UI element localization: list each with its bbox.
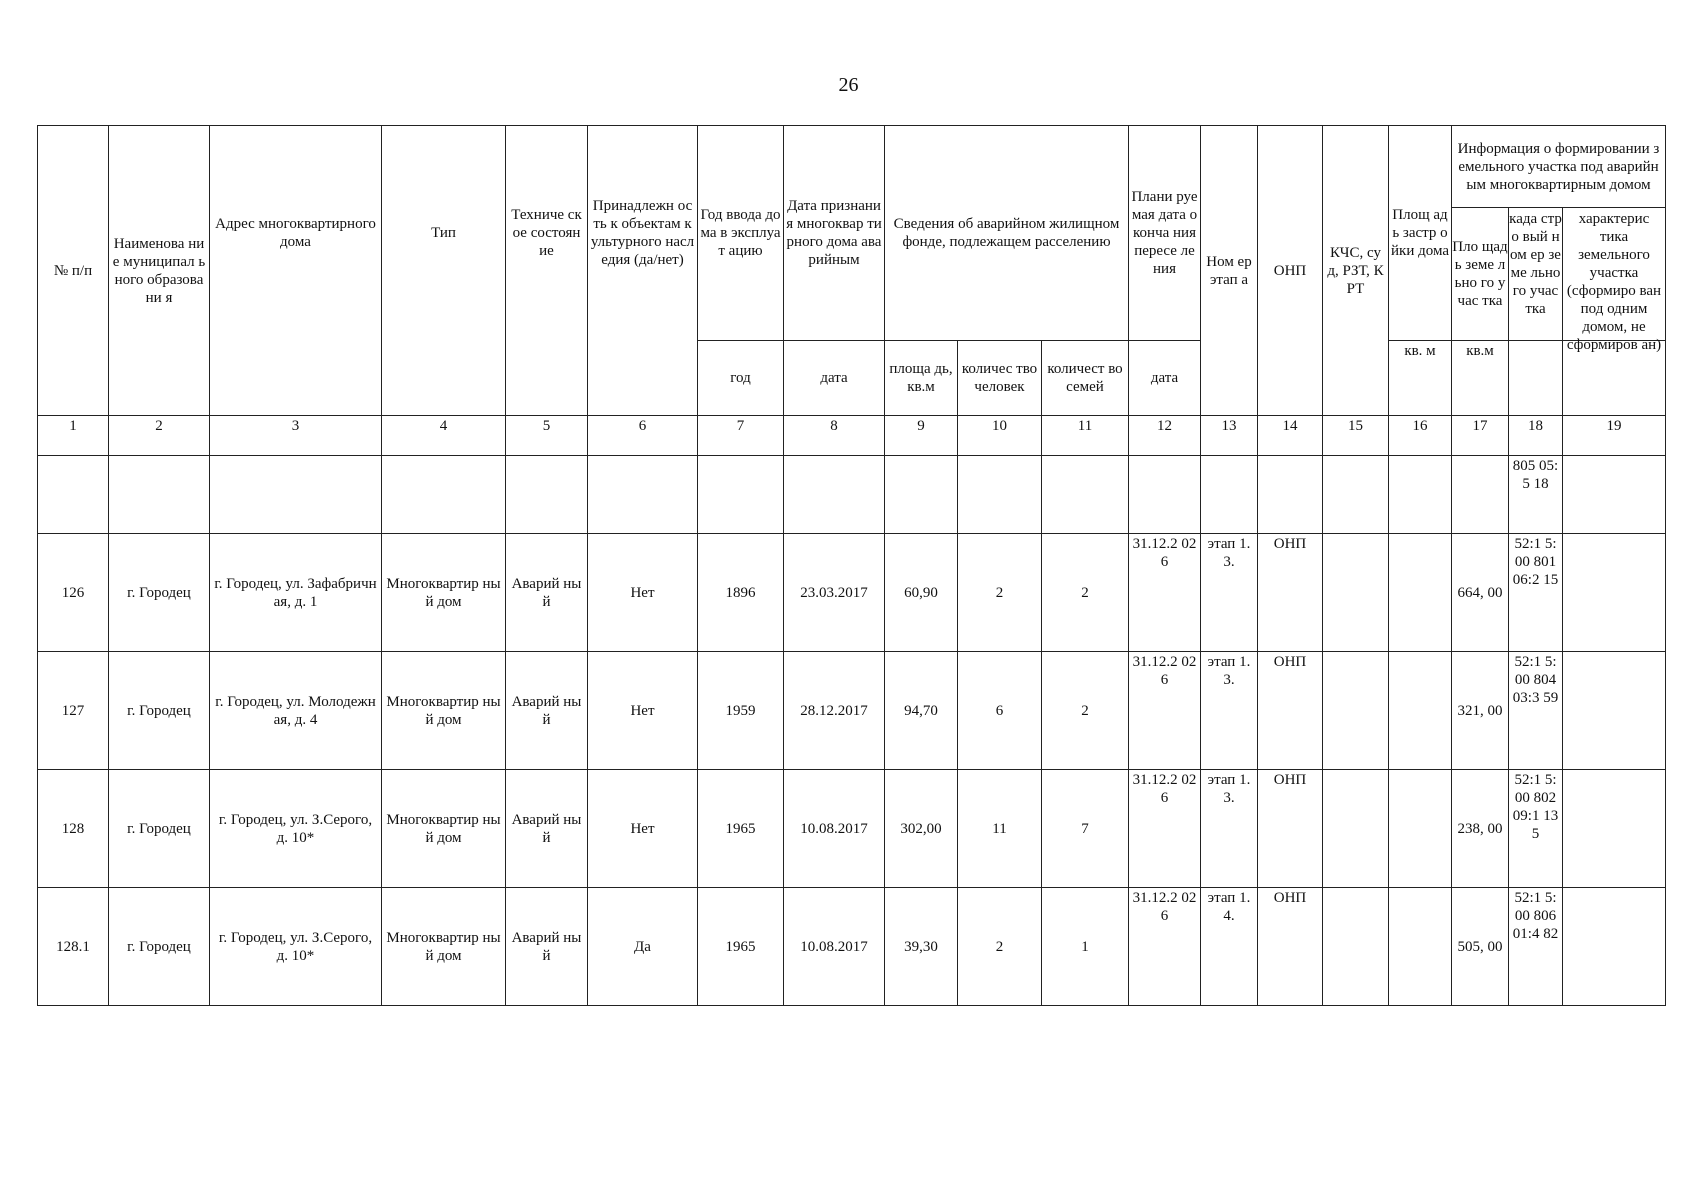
header-land-area: Пло щадь земе льно го учас тка	[1452, 208, 1509, 340]
area-cell: 39,30	[885, 888, 958, 1006]
header-kchs: КЧС, суд, РЗТ, КРТ	[1323, 126, 1389, 416]
families-cell: 2	[1042, 652, 1129, 770]
area-cell: 302,00	[885, 770, 958, 888]
column-number: 2	[109, 416, 210, 456]
heritage-cell: Да	[588, 888, 698, 1006]
date-recognized-cell: 23.03.2017	[784, 534, 885, 652]
column-number-row	[38, 416, 1666, 456]
page-number: 26	[838, 74, 859, 96]
condition-cell: Аварий ный	[506, 888, 588, 1006]
land-char-cell	[1563, 888, 1666, 1006]
year-cell: 1965	[698, 888, 784, 1006]
column-number: 5	[506, 416, 588, 456]
municipality-cell: г. Городец	[109, 770, 210, 888]
land-area-cell: 664, 00	[1452, 534, 1509, 652]
table-body	[38, 456, 1666, 1006]
type-cell: Многоквартир ный дом	[382, 888, 506, 1006]
column-number: 8	[784, 416, 885, 456]
header-build-area: Площ адь застр ойки дома	[1389, 126, 1452, 341]
municipality-cell: г. Городец	[109, 888, 210, 1006]
families-cell: 7	[1042, 770, 1129, 888]
onp-cell: ОНП	[1258, 652, 1323, 770]
planned-date-cell: 31.12.2 026	[1129, 652, 1201, 770]
onp-cell: ОНП	[1258, 770, 1323, 888]
municipality-cell: г. Городец	[109, 652, 210, 770]
column-number: 10	[958, 416, 1042, 456]
column-number: 9	[885, 416, 958, 456]
land-area-cell: 321, 00	[1452, 652, 1509, 770]
people-cell: 6	[958, 652, 1042, 770]
row-number: 128.1	[38, 888, 109, 1006]
table-row	[38, 888, 1666, 1006]
row-number: 126	[38, 534, 109, 652]
kchs-cell	[1323, 652, 1389, 770]
land-char-cell	[1563, 770, 1666, 888]
header-address: Адрес многоквартирного дома	[210, 126, 382, 341]
condition-cell: Аварий ный	[506, 652, 588, 770]
date-recognized-cell: 10.08.2017	[784, 770, 885, 888]
heritage-cell: Нет	[588, 652, 698, 770]
column-number: 16	[1389, 416, 1452, 456]
people-cell: 2	[958, 888, 1042, 1006]
onp-cell: ОНП	[1258, 888, 1323, 1006]
header-planned-date-sub: дата	[1129, 341, 1201, 416]
header-land-char: характерис тика земельного участка (сформиро ван под одним домом, не сформиров ан)	[1566, 211, 1662, 353]
condition-cell: Аварий ный	[506, 770, 588, 888]
year-cell: 1959	[698, 652, 784, 770]
land-char-cell	[1563, 534, 1666, 652]
year-cell: 1896	[698, 534, 784, 652]
header-num: № п/п	[38, 126, 109, 416]
kchs-cell	[1323, 888, 1389, 1006]
cadastral-cell: 52:1 5:00 806 01:4 82	[1509, 888, 1563, 1006]
header-land-area-sub: кв.м	[1452, 341, 1509, 416]
build-area-cell	[1389, 770, 1452, 888]
address-cell: г. Городец, ул. З.Серого, д. 10*	[210, 770, 382, 888]
column-number: 1	[38, 416, 109, 456]
stage-cell: этап 1.4.	[1201, 888, 1258, 1006]
table-row	[38, 534, 1666, 652]
heritage-cell: Нет	[588, 534, 698, 652]
build-area-cell	[1389, 534, 1452, 652]
address-cell: г. Городец, ул. Зафабричная, д. 1	[210, 534, 382, 652]
column-number: 17	[1452, 416, 1509, 456]
column-number: 12	[1129, 416, 1201, 456]
planned-date-cell: 31.12.2 026	[1129, 770, 1201, 888]
kchs-cell	[1323, 534, 1389, 652]
area-cell: 60,90	[885, 534, 958, 652]
header-planned-date: Плани руемая дата оконча ния пересе ления	[1129, 126, 1201, 341]
area-cell: 94,70	[885, 652, 958, 770]
column-number: 13	[1201, 416, 1258, 456]
families-cell: 1	[1042, 888, 1129, 1006]
onp-cell: ОНП	[1258, 534, 1323, 652]
cadastral-cell: 805 05:5 18	[1509, 456, 1563, 534]
address-cell: г. Городец, ул. З.Серого, д. 10*	[210, 888, 382, 1006]
kchs-cell	[1323, 770, 1389, 888]
header-onp: ОНП	[1258, 126, 1323, 416]
column-number: 18	[1509, 416, 1563, 456]
type-cell: Многоквартир ный дом	[382, 770, 506, 888]
header-group-land-title: Информация о формировании земельного участка под аварийным многоквартирным домом	[1452, 126, 1665, 208]
land-area-cell: 238, 00	[1452, 770, 1509, 888]
header-municipality: Наименова ние муниципал ьного образовани я	[109, 126, 210, 416]
column-number: 11	[1042, 416, 1129, 456]
emergency-housing-table	[37, 125, 1666, 1006]
header-condition: Техниче ское состоян ие	[506, 126, 588, 341]
type-cell: Многоквартир ный дом	[382, 534, 506, 652]
stage-cell: этап 1.3.	[1201, 770, 1258, 888]
column-number: 3	[210, 416, 382, 456]
header-cadastral: када стро вый ном ер земе льно го учас тка	[1509, 208, 1563, 340]
stage-cell: этап 1.3.	[1201, 652, 1258, 770]
header-year-sub: год	[698, 341, 784, 416]
build-area-cell	[1389, 652, 1452, 770]
stage-cell: этап 1.3.	[1201, 534, 1258, 652]
header-build-area-sub: кв. м	[1389, 341, 1452, 416]
planned-date-cell: 31.12.2 026	[1129, 534, 1201, 652]
families-cell: 2	[1042, 534, 1129, 652]
header-families: количест во семей	[1042, 341, 1129, 416]
heritage-cell: Нет	[588, 770, 698, 888]
column-number: 6	[588, 416, 698, 456]
column-number: 4	[382, 416, 506, 456]
year-cell: 1965	[698, 770, 784, 888]
date-recognized-cell: 28.12.2017	[784, 652, 885, 770]
header-people: количес тво человек	[958, 341, 1042, 416]
row-number: 128	[38, 770, 109, 888]
cadastral-cell: 52:1 5:00 801 06:2 15	[1509, 534, 1563, 652]
address-cell: г. Городец, ул. Молодежная, д. 4	[210, 652, 382, 770]
planned-date-cell: 31.12.2 026	[1129, 888, 1201, 1006]
header-type: Тип	[382, 126, 506, 341]
column-number: 14	[1258, 416, 1323, 456]
column-number: 19	[1563, 416, 1666, 456]
people-cell: 2	[958, 534, 1042, 652]
build-area-cell	[1389, 888, 1452, 1006]
condition-cell: Аварий ный	[506, 534, 588, 652]
column-number: 15	[1323, 416, 1389, 456]
header-group-housing: Сведения об аварийном жилищном фонде, подлежащем расселению	[885, 126, 1129, 341]
header-stage: Ном ер этап а	[1201, 126, 1258, 416]
municipality-cell: г. Городец	[109, 534, 210, 652]
cadastral-cell: 52:1 5:00 804 03:3 59	[1509, 652, 1563, 770]
date-recognized-cell: 10.08.2017	[784, 888, 885, 1006]
continuation-row	[38, 456, 1666, 534]
header-heritage: Принадлежн ость к объектам культурного наследия (да/нет)	[588, 126, 698, 341]
cadastral-cell: 52:1 5:00 802 09:1 135	[1509, 770, 1563, 888]
table-header	[38, 126, 1666, 456]
table-row	[38, 770, 1666, 888]
column-number: 7	[698, 416, 784, 456]
people-cell: 11	[958, 770, 1042, 888]
header-date-sub: дата	[784, 341, 885, 416]
header-date-recognized: Дата признания многоквар тирного дома аварийным	[784, 126, 885, 341]
table-row	[38, 652, 1666, 770]
type-cell: Многоквартир ный дом	[382, 652, 506, 770]
land-char-cell	[1563, 652, 1666, 770]
header-year: Год ввода дома в эксплуат ацию	[698, 126, 784, 341]
land-area-cell: 505, 00	[1452, 888, 1509, 1006]
row-number: 127	[38, 652, 109, 770]
header-area: площа дь, кв.м	[885, 341, 958, 416]
